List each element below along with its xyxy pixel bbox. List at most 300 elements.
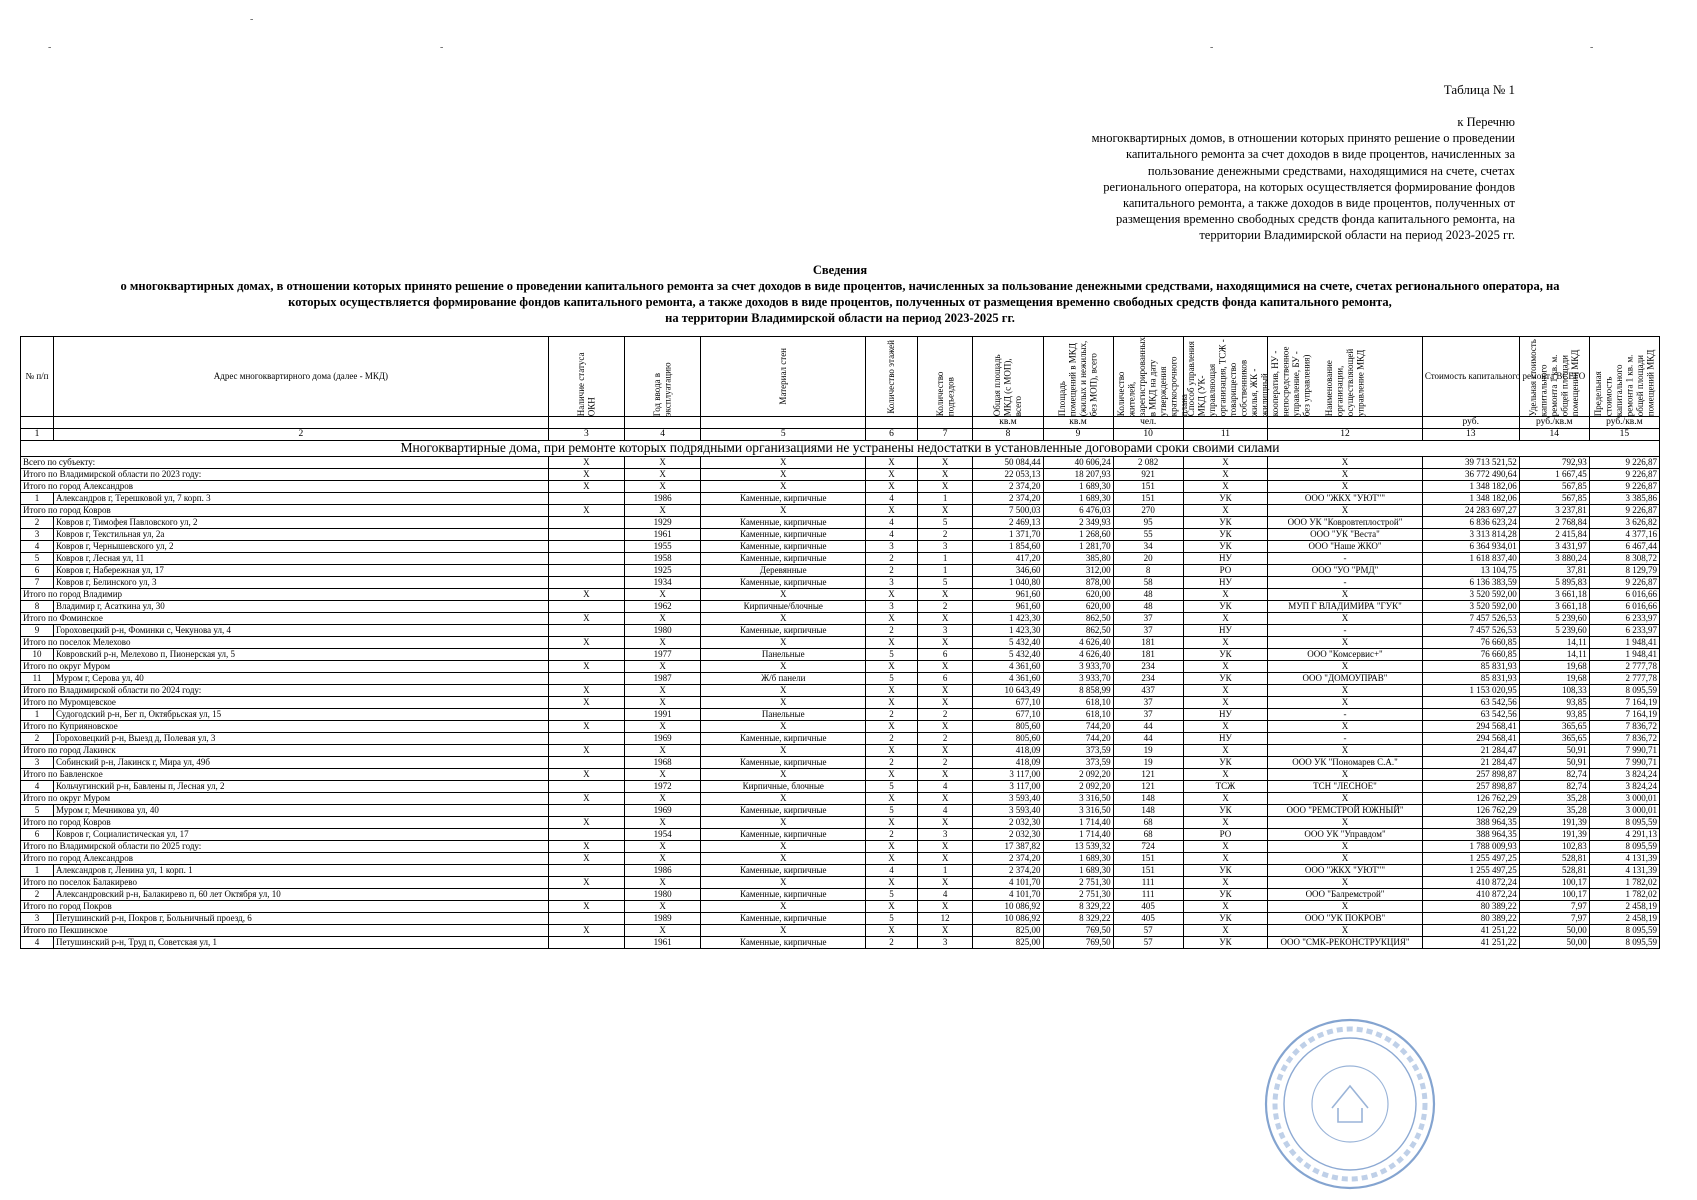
subtotal-label: Итого по Фоминское bbox=[21, 613, 549, 625]
value-cell: 3 000,01 bbox=[1589, 793, 1659, 805]
okn-cell bbox=[548, 673, 624, 685]
scan-mark: - bbox=[48, 42, 52, 53]
row-number: 4 bbox=[21, 937, 54, 949]
address-cell: Муром г, Мечникова ул, 40 bbox=[53, 805, 548, 817]
value-cell: 4 101,70 bbox=[973, 889, 1043, 901]
okn-cell: Х bbox=[548, 769, 624, 781]
row-number: 9 bbox=[21, 625, 54, 637]
value-cell: Каменные, кирпичные bbox=[701, 517, 866, 529]
subtotal-label: Итого по город Ковров bbox=[21, 505, 549, 517]
value-cell: 191,39 bbox=[1519, 829, 1589, 841]
entrances-cell: Х bbox=[917, 853, 973, 865]
value-cell: ООО "УК "Веста" bbox=[1268, 529, 1423, 541]
year-cell: Х bbox=[625, 685, 701, 697]
value-cell: 6 bbox=[917, 673, 973, 685]
value-cell: Х bbox=[1268, 637, 1423, 649]
unit-cell: кв.м bbox=[973, 417, 1043, 429]
value-cell: 9 226,87 bbox=[1589, 469, 1659, 481]
official-seal bbox=[1262, 1016, 1438, 1192]
okn-cell: Х bbox=[548, 685, 624, 697]
house-row bbox=[21, 829, 1660, 841]
value-cell: Х bbox=[1268, 457, 1423, 469]
value-cell: 5 432,40 bbox=[973, 649, 1043, 661]
value-cell: 48 bbox=[1113, 589, 1183, 601]
value-cell: Каменные, кирпичные bbox=[701, 865, 866, 877]
subtotal-label: Итого по Муромцевское bbox=[21, 697, 549, 709]
appendix-line: к Перечню bbox=[1457, 115, 1515, 129]
entrances-cell: Х bbox=[917, 685, 973, 697]
entrances-cell: Х bbox=[917, 589, 973, 601]
value-cell: 3 626,82 bbox=[1589, 517, 1659, 529]
address-cell: Муром г, Серова ул, 40 bbox=[53, 673, 548, 685]
value-cell: 4 131,39 bbox=[1589, 865, 1659, 877]
floors-cell: Х bbox=[866, 769, 918, 781]
value-cell: 744,20 bbox=[1043, 721, 1113, 733]
value-cell: 5 bbox=[866, 673, 918, 685]
address-cell: Ковров г, Чернышевского ул, 2 bbox=[53, 541, 548, 553]
value-cell: 567,85 bbox=[1519, 481, 1589, 493]
okn-cell bbox=[548, 601, 624, 613]
address-cell: Ковровский р-н, Мелехово п, Пионерская ул, 5 bbox=[53, 649, 548, 661]
value-cell: 1 423,30 bbox=[973, 613, 1043, 625]
okn-cell: Х bbox=[548, 505, 624, 517]
okn-cell bbox=[548, 865, 624, 877]
unit-cell: чел. bbox=[1113, 417, 1183, 429]
value-cell: 68 bbox=[1113, 829, 1183, 841]
value-cell: 37,81 bbox=[1519, 565, 1589, 577]
year-cell: Х bbox=[625, 589, 701, 601]
value-cell: 6 364 934,01 bbox=[1422, 541, 1519, 553]
address-cell: Гороховецкий р-н, Фоминки с, Чекунова ул, 4 bbox=[53, 625, 548, 637]
value-cell: РО bbox=[1183, 829, 1268, 841]
value-cell: 2 032,30 bbox=[973, 817, 1043, 829]
value-cell: 44 bbox=[1113, 721, 1183, 733]
okn-cell bbox=[548, 781, 624, 793]
value-cell: 8 095,59 bbox=[1589, 925, 1659, 937]
value-cell: 76 660,85 bbox=[1422, 637, 1519, 649]
value-cell: 4 bbox=[917, 805, 973, 817]
value-cell: 4 291,13 bbox=[1589, 829, 1659, 841]
value-cell: 1 854,60 bbox=[973, 541, 1043, 553]
value-cell: ТСЖ bbox=[1183, 781, 1268, 793]
row-number: 8 bbox=[21, 601, 54, 613]
value-cell: 2 bbox=[917, 601, 973, 613]
value-cell: 4 bbox=[917, 781, 973, 793]
value-cell: 18 207,93 bbox=[1043, 469, 1113, 481]
value-cell: 40 606,24 bbox=[1043, 457, 1113, 469]
subtotal-label: Итого по Владимирской области по 2025 году: bbox=[21, 841, 549, 853]
value-cell: 3 bbox=[917, 829, 973, 841]
value-cell: 19,68 bbox=[1519, 673, 1589, 685]
value-cell: ООО "ЖКХ "УЮТ"" bbox=[1268, 493, 1423, 505]
value-cell: 41 251,22 bbox=[1422, 937, 1519, 949]
value-cell: 2 374,20 bbox=[973, 853, 1043, 865]
value-cell: 6 836 623,24 bbox=[1422, 517, 1519, 529]
value-cell: 9 226,87 bbox=[1589, 505, 1659, 517]
value-cell: 417,20 bbox=[973, 553, 1043, 565]
entrances-cell: Х bbox=[917, 469, 973, 481]
value-cell: 148 bbox=[1113, 793, 1183, 805]
value-cell: 270 bbox=[1113, 505, 1183, 517]
okn-cell bbox=[548, 733, 624, 745]
okn-cell: Х bbox=[548, 661, 624, 673]
value-cell: 8 858,99 bbox=[1043, 685, 1113, 697]
house-row bbox=[21, 565, 1660, 577]
value-cell: 1969 bbox=[625, 733, 701, 745]
value-cell: 50,91 bbox=[1519, 757, 1589, 769]
subtotal-row bbox=[21, 841, 1660, 853]
value-cell: 567,85 bbox=[1519, 493, 1589, 505]
value-cell: 1969 bbox=[625, 805, 701, 817]
address-cell: Александровский р-н, Балакирево п, 60 лет Октября ул, 10 bbox=[53, 889, 548, 901]
value-cell: 1 788 009,93 bbox=[1422, 841, 1519, 853]
col-header: Год ввода в эксплуатацию bbox=[625, 337, 701, 417]
value-cell: 108,33 bbox=[1519, 685, 1589, 697]
value-cell: 862,50 bbox=[1043, 625, 1113, 637]
address-cell: Петушинский р-н, Труд п, Советская ул, 1 bbox=[53, 937, 548, 949]
value-cell: 6 016,66 bbox=[1589, 589, 1659, 601]
value-cell: ООО "Наше ЖКО" bbox=[1268, 541, 1423, 553]
value-cell: Кирпичные/блочные bbox=[701, 601, 866, 613]
col-header: Количество подъездов bbox=[917, 337, 973, 417]
value-cell: Х bbox=[1268, 661, 1423, 673]
value-cell: 1987 bbox=[625, 673, 701, 685]
floors-cell: Х bbox=[866, 925, 918, 937]
value-cell: 961,60 bbox=[973, 589, 1043, 601]
value-cell: 4 377,16 bbox=[1589, 529, 1659, 541]
value-cell: 3 824,24 bbox=[1589, 781, 1659, 793]
value-cell: 1 281,70 bbox=[1043, 541, 1113, 553]
address-cell: Ковров г, Тимофея Павловского ул, 2 bbox=[53, 517, 548, 529]
house-row bbox=[21, 577, 1660, 589]
value-cell: 792,93 bbox=[1519, 457, 1589, 469]
house-row bbox=[21, 625, 1660, 637]
value-cell: 5 239,60 bbox=[1519, 625, 1589, 637]
value-cell: 111 bbox=[1113, 877, 1183, 889]
value-cell: Х bbox=[1268, 481, 1423, 493]
value-cell: РО bbox=[1183, 565, 1268, 577]
index-cell: 3 bbox=[548, 429, 624, 441]
value-cell: 191,39 bbox=[1519, 817, 1589, 829]
subtotal-row bbox=[21, 661, 1660, 673]
year-cell: Х bbox=[625, 481, 701, 493]
subtotal-row bbox=[21, 877, 1660, 889]
value-cell: УК bbox=[1183, 805, 1268, 817]
heading-title: Сведения bbox=[812, 263, 868, 277]
okn-cell: Х bbox=[548, 589, 624, 601]
value-cell: 1 689,30 bbox=[1043, 481, 1113, 493]
heading-line: на территории Владимирской области на период 2023-2025 гг. bbox=[665, 311, 1015, 325]
okn-cell bbox=[548, 517, 624, 529]
value-cell: Х bbox=[1183, 745, 1268, 757]
entrances-cell: Х bbox=[917, 769, 973, 781]
entrances-cell: Х bbox=[917, 505, 973, 517]
value-cell: Х bbox=[1268, 745, 1423, 757]
entrances-cell: Х bbox=[917, 877, 973, 889]
value-cell: 257 898,87 bbox=[1422, 781, 1519, 793]
value-cell: 8 bbox=[1113, 565, 1183, 577]
value-cell: 93,85 bbox=[1519, 697, 1589, 709]
value-cell: 3 117,00 bbox=[973, 769, 1043, 781]
index-cell: 13 bbox=[1422, 429, 1519, 441]
value-cell: Панельные bbox=[701, 709, 866, 721]
value-cell: 2 092,20 bbox=[1043, 781, 1113, 793]
value-cell: Каменные, кирпичные bbox=[701, 913, 866, 925]
value-cell: 724 bbox=[1113, 841, 1183, 853]
value-cell: 388 964,35 bbox=[1422, 829, 1519, 841]
value-cell: 39 713 521,52 bbox=[1422, 457, 1519, 469]
subtotal-row bbox=[21, 769, 1660, 781]
house-row bbox=[21, 805, 1660, 817]
value-cell: 1986 bbox=[625, 493, 701, 505]
material-cell: Х bbox=[701, 901, 866, 913]
subtotal-label: Итого по Владимирской области по 2023 году: bbox=[21, 469, 549, 481]
value-cell: 1968 bbox=[625, 757, 701, 769]
value-cell: 1980 bbox=[625, 625, 701, 637]
value-cell: 3 000,01 bbox=[1589, 805, 1659, 817]
col-header: Материал стен bbox=[701, 337, 866, 417]
value-cell: 365,65 bbox=[1519, 721, 1589, 733]
okn-cell: Х bbox=[548, 637, 624, 649]
row-number: 10 bbox=[21, 649, 54, 661]
value-cell: 10 643,49 bbox=[973, 685, 1043, 697]
subtotal-row bbox=[21, 697, 1660, 709]
value-cell: НУ bbox=[1183, 625, 1268, 637]
value-cell: УК bbox=[1183, 757, 1268, 769]
value-cell: 5 bbox=[866, 913, 918, 925]
value-cell: 7,97 bbox=[1519, 913, 1589, 925]
value-cell: 373,59 bbox=[1043, 745, 1113, 757]
row-number: 7 bbox=[21, 577, 54, 589]
value-cell: 80 389,22 bbox=[1422, 901, 1519, 913]
value-cell: 1925 bbox=[625, 565, 701, 577]
house-row bbox=[21, 937, 1660, 949]
value-cell: 4 bbox=[866, 493, 918, 505]
value-cell: 57 bbox=[1113, 937, 1183, 949]
subtotal-row bbox=[21, 481, 1660, 493]
floors-cell: Х bbox=[866, 505, 918, 517]
value-cell: 3 385,86 bbox=[1589, 493, 1659, 505]
unit-cell: кв.м bbox=[1043, 417, 1113, 429]
value-cell: Х bbox=[1268, 505, 1423, 517]
value-cell: ООО "СМК-РЕКОНСТРУКЦИЯ" bbox=[1268, 937, 1423, 949]
value-cell: 44 bbox=[1113, 733, 1183, 745]
address-cell: Ковров г, Лесная ул, 11 bbox=[53, 553, 548, 565]
value-cell: Х bbox=[1183, 505, 1268, 517]
row-number: 4 bbox=[21, 541, 54, 553]
value-cell: 63 542,56 bbox=[1422, 709, 1519, 721]
value-cell: 10 086,92 bbox=[973, 901, 1043, 913]
value-cell: 82,74 bbox=[1519, 781, 1589, 793]
row-number: 6 bbox=[21, 829, 54, 841]
appendix-line: пользование денежными средствами, находящимися на счете, счетах bbox=[1147, 163, 1515, 178]
value-cell: Х bbox=[1268, 817, 1423, 829]
value-cell: 373,59 bbox=[1043, 757, 1113, 769]
value-cell: УК bbox=[1183, 865, 1268, 877]
value-cell: 1929 bbox=[625, 517, 701, 529]
value-cell: 37 bbox=[1113, 625, 1183, 637]
value-cell: 234 bbox=[1113, 673, 1183, 685]
value-cell: 8 095,59 bbox=[1589, 841, 1659, 853]
value-cell: 388 964,35 bbox=[1422, 817, 1519, 829]
value-cell: 7 990,71 bbox=[1589, 757, 1659, 769]
value-cell: 181 bbox=[1113, 649, 1183, 661]
appendix-note bbox=[995, 114, 1515, 244]
value-cell: 6 136 383,59 bbox=[1422, 577, 1519, 589]
value-cell: Каменные, кирпичные bbox=[701, 733, 866, 745]
value-cell: 14,11 bbox=[1519, 649, 1589, 661]
address-cell: Собинский р-н, Лакинск г, Мира ул, 49б bbox=[53, 757, 548, 769]
document-heading bbox=[20, 262, 1660, 326]
col-header: Количество жителей, зарегистрированных в МКД на дату утверждения краткосрочного плана bbox=[1113, 337, 1183, 417]
value-cell: УК bbox=[1183, 517, 1268, 529]
value-cell: 410 872,24 bbox=[1422, 889, 1519, 901]
okn-cell bbox=[548, 529, 624, 541]
unit-cell bbox=[1183, 417, 1268, 429]
col-header: Стоимость капитального ремонта ВСЕГО bbox=[1422, 337, 1519, 417]
subtotal-label: Итого по город Покров bbox=[21, 901, 549, 913]
material-cell: Х bbox=[701, 745, 866, 757]
value-cell: 7 457 526,53 bbox=[1422, 613, 1519, 625]
value-cell: 7 164,19 bbox=[1589, 709, 1659, 721]
value-cell: 2 374,20 bbox=[973, 481, 1043, 493]
value-cell: 294 568,41 bbox=[1422, 733, 1519, 745]
row-number: 2 bbox=[21, 889, 54, 901]
value-cell: 7 500,03 bbox=[973, 505, 1043, 517]
floors-cell: Х bbox=[866, 613, 918, 625]
value-cell: 805,60 bbox=[973, 721, 1043, 733]
scan-mark: - bbox=[1590, 42, 1594, 53]
value-cell: 3 520 592,00 bbox=[1422, 589, 1519, 601]
value-cell: 5 895,83 bbox=[1519, 577, 1589, 589]
value-cell: 2 bbox=[917, 757, 973, 769]
col-header: Наименование организации, осуществляющей управление МКД bbox=[1268, 337, 1423, 417]
year-cell: Х bbox=[625, 793, 701, 805]
section-row bbox=[21, 441, 1660, 457]
value-cell: НУ bbox=[1183, 733, 1268, 745]
value-cell: 3 bbox=[866, 601, 918, 613]
value-cell: 4 626,40 bbox=[1043, 637, 1113, 649]
value-cell: 1 689,30 bbox=[1043, 865, 1113, 877]
value-cell: 3 313 814,28 bbox=[1422, 529, 1519, 541]
col-header: Адрес многоквартирного дома (далее - МКД) bbox=[53, 337, 548, 417]
material-cell: Х bbox=[701, 721, 866, 733]
value-cell: 862,50 bbox=[1043, 613, 1113, 625]
entrances-cell: Х bbox=[917, 925, 973, 937]
value-cell: Х bbox=[1268, 925, 1423, 937]
value-cell: 6 233,97 bbox=[1589, 625, 1659, 637]
value-cell: 618,10 bbox=[1043, 709, 1113, 721]
value-cell: 1980 bbox=[625, 889, 701, 901]
appendix-line: размещения временно свободных средств фонда капитального ремонта, на bbox=[1116, 212, 1515, 227]
table-number: Таблица № 1 bbox=[1443, 82, 1515, 97]
value-cell: ООО "Комсервис+" bbox=[1268, 649, 1423, 661]
house-row bbox=[21, 493, 1660, 505]
value-cell: УК bbox=[1183, 937, 1268, 949]
entrances-cell: Х bbox=[917, 745, 973, 757]
year-cell: Х bbox=[625, 637, 701, 649]
okn-cell bbox=[548, 493, 624, 505]
value-cell: 2 bbox=[866, 733, 918, 745]
house-row bbox=[21, 529, 1660, 541]
value-cell: Х bbox=[1183, 877, 1268, 889]
value-cell: Х bbox=[1183, 769, 1268, 781]
value-cell: 5 bbox=[866, 649, 918, 661]
value-cell: 126 762,29 bbox=[1422, 793, 1519, 805]
value-cell: 6 016,66 bbox=[1589, 601, 1659, 613]
floors-cell: Х bbox=[866, 481, 918, 493]
value-cell: 1972 bbox=[625, 781, 701, 793]
value-cell: 4 101,70 bbox=[973, 877, 1043, 889]
subtotal-label: Итого по город Александров bbox=[21, 481, 549, 493]
row-number: 3 bbox=[21, 913, 54, 925]
value-cell: НУ bbox=[1183, 709, 1268, 721]
value-cell: 805,60 bbox=[973, 733, 1043, 745]
value-cell: 121 bbox=[1113, 769, 1183, 781]
unit-cell bbox=[625, 417, 701, 429]
value-cell: Х bbox=[1268, 613, 1423, 625]
unit-cell bbox=[701, 417, 866, 429]
value-cell: Х bbox=[1183, 661, 1268, 673]
value-cell: 21 284,47 bbox=[1422, 757, 1519, 769]
value-cell: - bbox=[1268, 625, 1423, 637]
index-cell: 6 bbox=[866, 429, 918, 441]
value-cell: 2 bbox=[866, 829, 918, 841]
value-cell: 36 772 490,64 bbox=[1422, 469, 1519, 481]
value-cell: 8 308,72 bbox=[1589, 553, 1659, 565]
material-cell: Х bbox=[701, 589, 866, 601]
address-cell: Владимир г, Асаткина ул, 30 bbox=[53, 601, 548, 613]
index-cell: 4 bbox=[625, 429, 701, 441]
value-cell: 95 bbox=[1113, 517, 1183, 529]
okn-cell: Х bbox=[548, 901, 624, 913]
unit-cell bbox=[53, 417, 548, 429]
value-cell: 1 782,02 bbox=[1589, 877, 1659, 889]
value-cell: Х bbox=[1268, 853, 1423, 865]
value-cell: 22 053,13 bbox=[973, 469, 1043, 481]
value-cell: 1 714,40 bbox=[1043, 817, 1113, 829]
entrances-cell: Х bbox=[917, 613, 973, 625]
okn-cell: Х bbox=[548, 481, 624, 493]
floors-cell: Х bbox=[866, 697, 918, 709]
value-cell: Х bbox=[1268, 697, 1423, 709]
value-cell: 2 bbox=[866, 937, 918, 949]
value-cell: Каменные, кирпичные bbox=[701, 625, 866, 637]
value-cell: 2 458,19 bbox=[1589, 901, 1659, 913]
year-cell: Х bbox=[625, 721, 701, 733]
subtotal-row bbox=[21, 613, 1660, 625]
value-cell: 151 bbox=[1113, 853, 1183, 865]
value-cell: 41 251,22 bbox=[1422, 925, 1519, 937]
floors-cell: Х bbox=[866, 457, 918, 469]
value-cell: 2 bbox=[917, 709, 973, 721]
address-cell: Ковров г, Социалистическая ул, 17 bbox=[53, 829, 548, 841]
okn-cell bbox=[548, 625, 624, 637]
floors-cell: Х bbox=[866, 469, 918, 481]
address-cell: Петушинский р-н, Покров г, Больничный проезд, 6 bbox=[53, 913, 548, 925]
value-cell: УК bbox=[1183, 529, 1268, 541]
value-cell: 7 164,19 bbox=[1589, 697, 1659, 709]
value-cell: 9 226,87 bbox=[1589, 457, 1659, 469]
address-cell: Ковров г, Набережная ул, 17 bbox=[53, 565, 548, 577]
value-cell: Х bbox=[1183, 793, 1268, 805]
okn-cell: Х bbox=[548, 841, 624, 853]
value-cell: 13 539,32 bbox=[1043, 841, 1113, 853]
value-cell: 55 bbox=[1113, 529, 1183, 541]
value-cell: 2 415,84 bbox=[1519, 529, 1589, 541]
value-cell: 50,91 bbox=[1519, 745, 1589, 757]
index-cell: 10 bbox=[1113, 429, 1183, 441]
